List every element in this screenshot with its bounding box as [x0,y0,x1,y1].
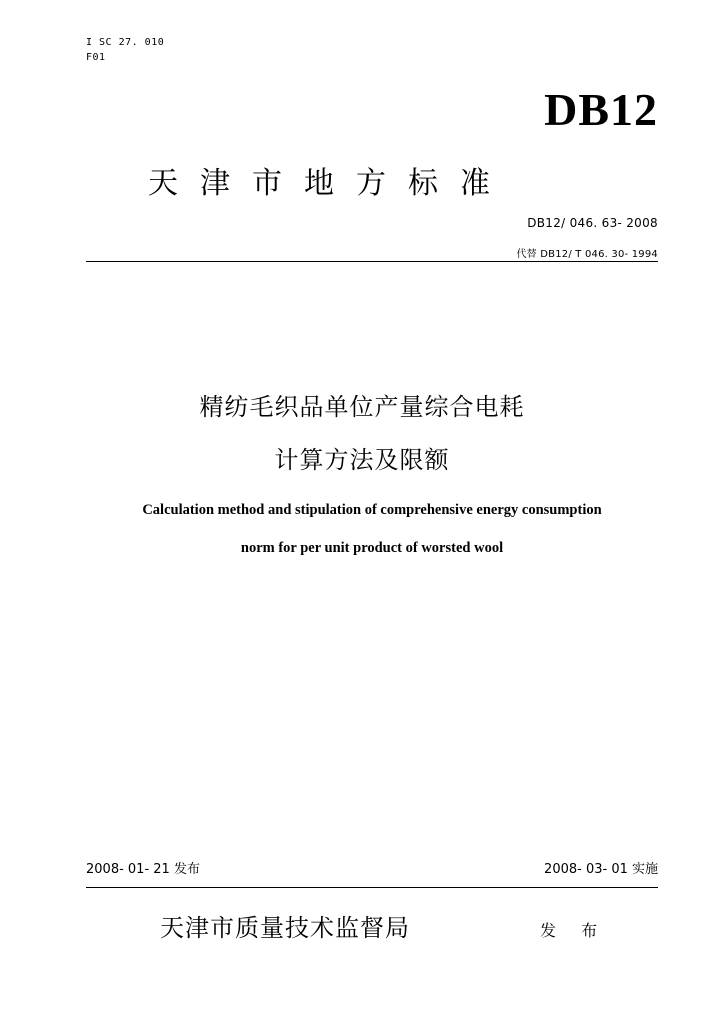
standard-number: DB12/ 046. 63- 2008 [527,216,658,230]
issue-label: 发 布 [540,921,608,940]
footer-divider [86,887,658,888]
standard-code: DB12 [544,84,658,135]
title-english-line-2: norm for per unit product of worsted wool [240,540,504,556]
title-chinese-line-1: 精纺毛织品单位产量综合电耗 [199,393,525,421]
standard-type-title: 天津市地方标准 [148,166,512,201]
issue-date: 2008- 01- 21 发布 [86,862,200,877]
title-chinese-line-2: 计算方法及限额 [274,446,450,474]
ccs-code: F01 [86,52,106,63]
title-english-line-1: Calculation method and stipulation of comprehensive energy consumption [142,502,602,518]
header-divider [86,261,658,262]
ics-code: I SC 27. 010 [86,37,165,48]
replaces-standard: 代替 DB12/ T 046. 30- 1994 [516,249,658,260]
issuing-authority: 天津市质量技术监督局 [160,914,410,942]
implementation-date: 2008- 03- 01 实施 [544,862,658,877]
